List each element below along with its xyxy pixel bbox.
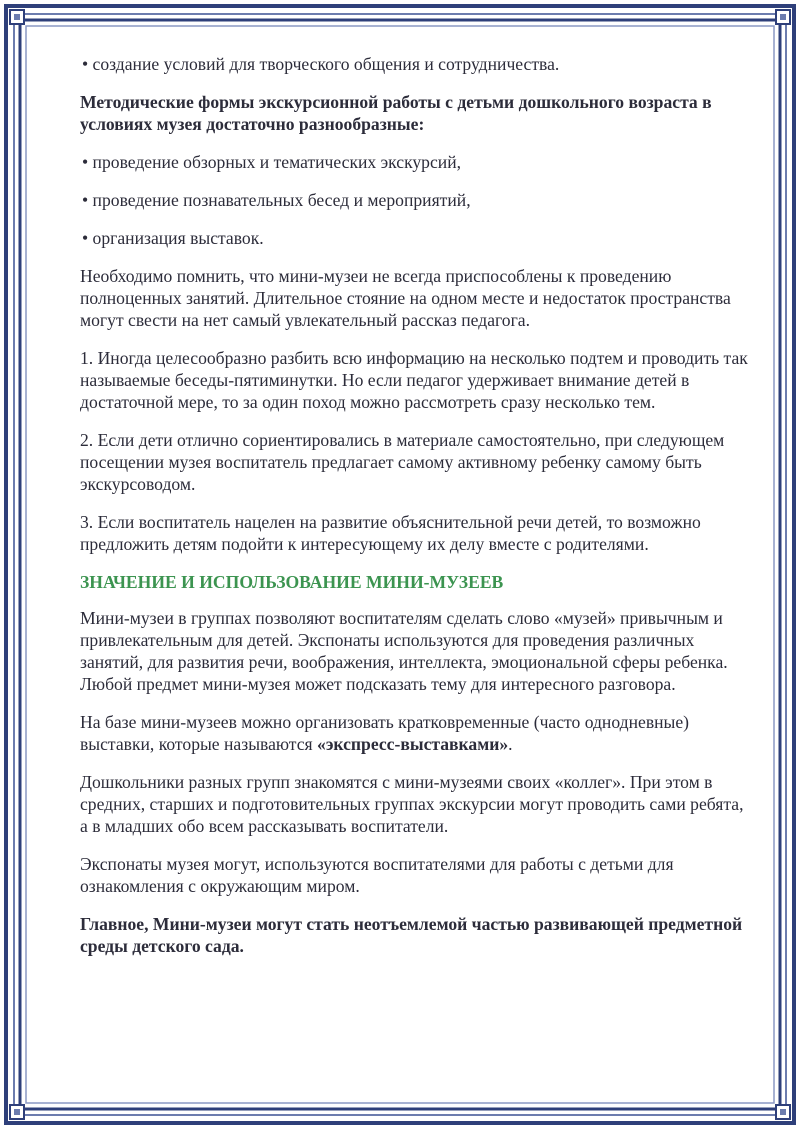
- methods-item-1: • проведение обзорных и тематических экскурсий,: [82, 152, 462, 172]
- methods-item-3: • организация выставок.: [82, 228, 264, 248]
- methods-heading: Методические формы экскурсионной работы с детьми дошкольного возраста в условиях музея достаточно разнообразные:: [80, 92, 712, 134]
- paragraph-groups: Мини-музеи в группах позволяют воспитателям сделать слово «музей» привычным и привлекательным для детей. Экспонаты используются для проведения различных занятий, для развития речи, воображения, интеллекта, эмоциональной сферы ребенка. Любой предмет мини-музея может подсказать тему для интересного разговора.: [80, 608, 728, 694]
- paragraph-remember: Необходимо помнить, что мини-музеи не всегда приспособлены к проведению полноценных занятий. Длительное стояние на одном месте и недостаток пространства могут свести на нет самый увлекательный рассказ педагога.: [80, 266, 731, 330]
- paragraph-colleagues: Дошкольники разных групп знакомятся с мини-музеями своих «коллег». При этом в средних, старших и подготовительных группах экскурсии могут проводить сами ребята, а в младших обо всем рассказывать воспитатели.: [80, 772, 744, 836]
- paragraph-exhibits: Экспонаты музея могут, используются воспитателями для работы с детьми для ознакомления с окружающим миром.: [80, 854, 674, 896]
- paragraph-express-text: На базе мини-музеев можно организовать кратковременные (часто однодневные) выставки, которые называются: [80, 712, 690, 754]
- express-exhibitions-term: «экспресс-выставками»: [317, 734, 509, 754]
- conclusion: Главное, Мини-музеи могут стать неотъемлемой частью развивающей предметной среды детского сада.: [80, 914, 743, 956]
- document-body: [80, 53, 752, 973]
- paragraph-express-end: .: [508, 734, 513, 754]
- numbered-item-1: 1. Иногда целесообразно разбить всю информацию на несколько подтем и проводить так называемые беседы-пятиминутки. Но если педагог удерживает внимание детей в достаточной мере, то за один поход можно рассмотреть сразу несколько тем.: [80, 348, 748, 412]
- bullet-intro: • создание условий для творческого общения и сотрудничества.: [82, 54, 560, 74]
- methods-item-2: • проведение познавательных бесед и мероприятий,: [82, 190, 471, 210]
- section-title: ЗНАЧЕНИЕ И ИСПОЛЬЗОВАНИЕ МИНИ-МУЗЕЕВ: [80, 572, 504, 592]
- numbered-item-3: 3. Если воспитатель нацелен на развитие объяснительной речи детей, то возможно предложить детям подойти к интересующему их делу вместе с родителями.: [80, 512, 701, 554]
- numbered-item-2: 2. Если дети отлично сориентировались в материале самостоятельно, при следующем посещении музея воспитатель предлагает самому активному ребенку самому быть экскурсоводом.: [80, 430, 725, 494]
- paragraph-express: [80, 711, 752, 755]
